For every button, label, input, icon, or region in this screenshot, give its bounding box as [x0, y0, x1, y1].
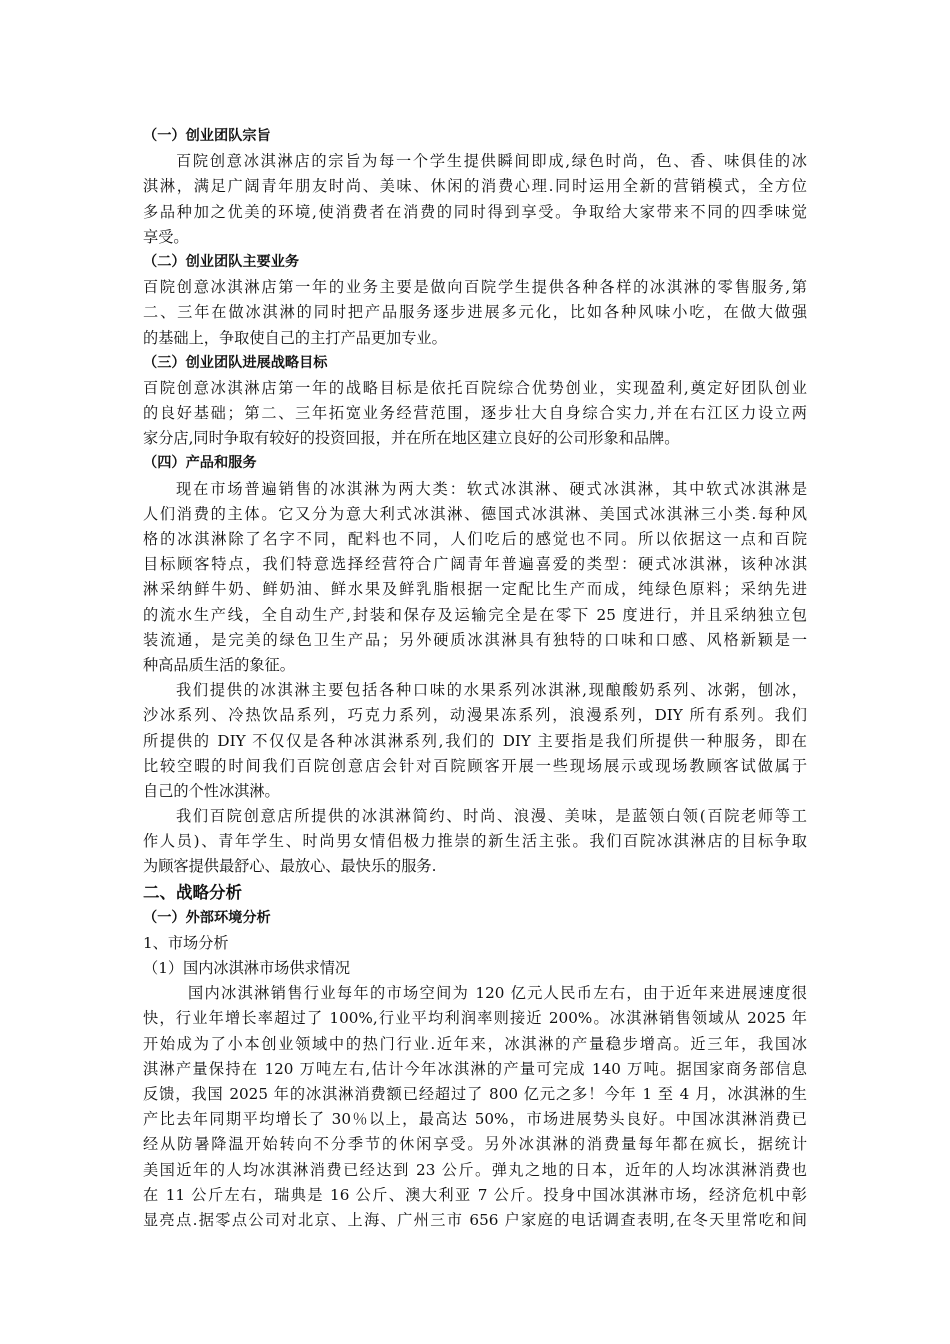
text-line: 经从防暑降温开始转向不分季节的休闲享受。另外冰淇淋的消费量每年都在疯长，据统计 [143, 1135, 807, 1154]
document-page [143, 124, 807, 1233]
text-line: 产比去年同期平均增长了 30％以上，最高达 50%，市场进展势头良好。中国冰淇淋消费已 [143, 1110, 807, 1129]
text-line: 人们消费的主体。它又分为意大利式冰淇淋、德国式冰淇淋、美国式冰淇淋三小类.每种风 [143, 504, 807, 523]
text-line: 格的冰淇淋除了名字不同，配料也不同，人们吃后的感觉也不同。所以依据这一点和百院 [143, 530, 807, 548]
text-line: 快，行业年增长率超过了 100%,行业平均利润率则接近 200%。冰淇淋销售领域从 2025 年 [143, 1009, 807, 1028]
text-line: 我们提供的冰淇淋主要包括各种口味的水果系列冰淇淋,现酿酸奶系列、冰粥，刨冰， [176, 681, 807, 700]
text-line: 在 11 公斤左右，瑞典是 16 公斤、澳大利亚 7 公斤。投身中国冰淇淋市场，经济危机中彰 [143, 1185, 807, 1204]
text-line: 的良好基础；第二、三年拓宽业务经营范围，逐步壮大自身综合实力,并在右江区力设立两 [143, 404, 807, 423]
section-heading: （三）创业团队进展战略目标 [143, 354, 328, 371]
section-heading: （一）外部环境分析 [143, 909, 271, 926]
section-heading: （四）产品和服务 [143, 455, 257, 472]
text-line: 淇淋，满足广阔青年朋友时尚、美味、休闲的消费心理.同时运用全新的营销模式，全方位 [143, 177, 807, 196]
text-line: 装流通，是完美的绿色卫生产品；另外硬质冰淇淋具有独特的口味和口感、风格新颖是一 [143, 630, 807, 649]
text-line: 所提供的 DIY 不仅仅是各种冰淇淋系列,我们的 DIY 主要指是我们所提供一种服务，即在 [143, 731, 807, 750]
text-line: 为顾客提供最舒心、最放心、最快乐的服务. [143, 857, 437, 876]
text-line: 作人员)、青年学生、时尚男女情侣极力推崇的新生活主张。我们百院冰淇淋店的目标争取 [143, 832, 807, 851]
text-line: 二、三年在做冰淇淋的同时把产品服务逐步进展多元化，比如各种风味小吃，在做大做强 [143, 303, 807, 322]
text-line: 我们百院创意店所提供的冰淇淋简约、时尚、浪漫、美味，是蓝领白领(百院老师等工 [176, 807, 807, 826]
text-line: 享受。 [143, 227, 189, 246]
text-line: 百院创意冰淇淋店第一年的业务主要是做向百院学生提供各种各样的冰淇淋的零售服务,第 [143, 278, 807, 297]
text-line: 的流水生产线，全自动生产,封装和保存及运输完全是在零下 25 度进行，并且采纳独立包 [143, 605, 807, 624]
text-line: 多品种加之优美的环境,使消费者在消费的同时得到享受。争取给大家带来不同的四季味觉 [143, 202, 807, 221]
chapter-title: 二、战略分析 [143, 882, 242, 902]
text-line: 显亮点.据零点公司对北京、上海、广州三市 656 户家庭的电话调查表明,在冬天里常吃和间 [143, 1210, 807, 1229]
text-line: 反馈，我国 2025 年的冰淇淋消费额已经超过了 800 亿元之多！今年 1 至 4 月，冰淇淋的生 [143, 1084, 807, 1103]
item-heading: 1、市场分析 [143, 933, 229, 952]
text-line: 国内冰淇淋销售行业每年的市场空间为 120 亿元人民币左右，由于近年来进展速度很 [188, 984, 807, 1003]
section-heading: （一）创业团队宗旨 [143, 128, 271, 144]
text-line: 淋采纳鲜牛奶、鲜奶油、鲜水果及鲜乳脂根据一定配比生产而成，纯绿色原料；采纳先进 [143, 580, 807, 599]
text-line: 比较空暇的时间我们百院创意店会针对百院顾客开展一些现场展示或现场教顾客试做属于 [143, 756, 807, 775]
text-line: 美国近年的人均冰淇淋消费已经达到 23 公斤。弹丸之地的日本，近年的人均冰淇淋消费也 [143, 1160, 807, 1179]
text-line: 家分店,同时争取有较好的投资回报，并在所在地区建立良好的公司形象和品牌。 [143, 429, 680, 448]
text-line: 的基础上，争取使自己的主打产品更加专业。 [143, 328, 447, 347]
text-line: 开始成为了小本创业领域中的热门行业.近年来，冰淇淋的产量稳步增高。近三年，我国冰 [143, 1034, 807, 1053]
subitem-heading: （1）国内冰淇淋市场供求情况 [143, 959, 351, 977]
text-line: 自己的个性冰淇淋。 [143, 781, 280, 800]
text-line: 百院创意冰淇淋店的宗旨为每一个学生提供瞬间即成,绿色时尚，色、香、味俱佳的冰 [176, 152, 807, 171]
text-line: 沙冰系列、冷热饮品系列，巧克力系列，动漫果冻系列，浪漫系列，DIY 所有系列。我们 [143, 706, 807, 725]
text-line: 百院创意冰淇淋店第一年的战略目标是依托百院综合优势创业，实现盈利,奠定好团队创业 [143, 378, 807, 397]
text-line: 现在市场普遍销售的冰淇淋为两大类：软式冰淇淋、硬式冰淇淋，其中软式冰淇淋是 [176, 479, 807, 498]
text-line: 目标顾客特点，我们特意选择经营符合广阔青年普遍喜爱的类型：硬式冰淇淋，该种冰淇 [143, 555, 807, 574]
section-heading: （二）创业团队主要业务 [143, 253, 300, 270]
text-line: 种高品质生活的象征。 [143, 655, 295, 674]
text-line: 淇淋产量保持在 120 万吨左右,估计今年冰淇淋的产量可完成 140 万吨。据国家商务部信息 [143, 1059, 807, 1078]
